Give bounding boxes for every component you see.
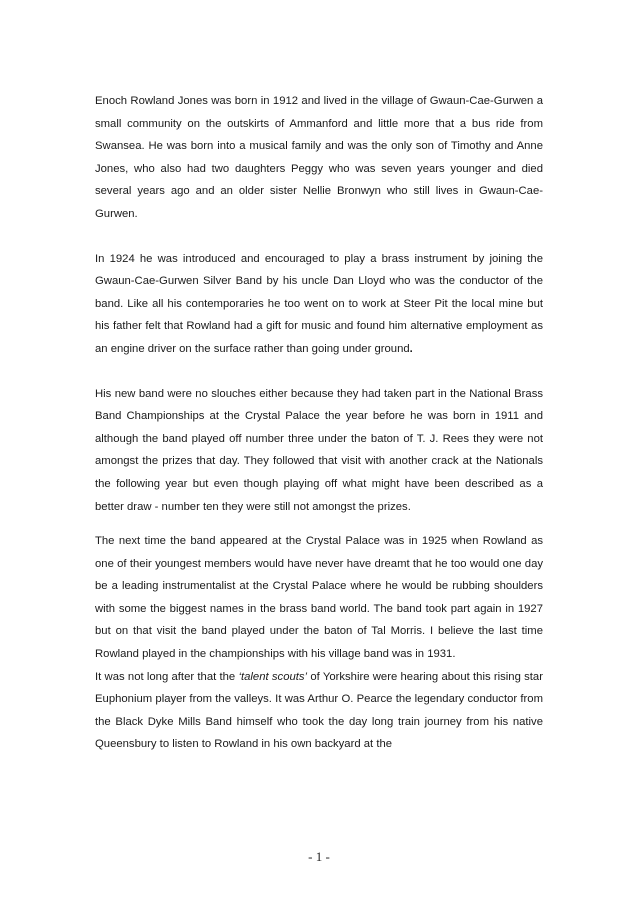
paragraph-early-life: Enoch Rowland Jones was born in 1912 and lived in the village of Gwaun-Cae-Gurwen a small community on the outskirts of Ammanford and little more that a bus ride from Swansea. He was born into a musical family and was the only son of Timothy and Anne Jones, who also had two daughters Peggy who was seven years younger and died several years ago and an older sister Nellie Bronwyn who still lives in Gwaun-Cae-Gurwen. (95, 95, 543, 220)
page-number: - 1 - (308, 849, 330, 864)
paragraph-bold-period: . (409, 342, 413, 355)
paragraph-band-beginnings (95, 248, 543, 361)
paragraph-spacer (95, 226, 543, 248)
paragraph-spacer (95, 518, 543, 530)
paragraph-talent-scouts (95, 666, 543, 756)
paragraph-talent-scouts-before: It was not long after that the (95, 670, 239, 683)
talent-scouts-quote: ‘talent scouts’ (238, 670, 308, 683)
document-body (95, 90, 543, 756)
paragraph-spacer (95, 361, 543, 383)
paragraph-crystal-palace-1911: His new band were no slouches either because they had taken part in the National Brass Band Championships at the Crystal Palace the year before he was born in 1911 and although the band played off number three under the baton of T. J. Rees they were not amongst the prizes that day. They followed that visit with another crack at the Nationals the following year but even though playing off what might have been described as a better draw - number ten they were still not amongst the prizes. (95, 387, 543, 513)
paragraph-band-beginnings-text: In 1924 he was introduced and encouraged to play a brass instrument by joining the Gwaun-Cae-Gurwen Silver Band by his uncle Dan Lloyd who was the conductor of the band. Like all his contemporaries he too went on to work at Steer Pit the local mine but his father felt that Rowland had a gift for music and found him alternative employment as an engine driver on the surface rather than going under ground (95, 252, 543, 355)
paragraph-talent-scouts-after: of Yorkshire were hearing about this rising star Euphonium player from the valleys. It was Arthur O. Pearce the legendary conductor from the Black Dyke Mills Band himself who took the day long train journey from his native Queensbury to listen to Rowland in his own backyard at the (95, 670, 543, 751)
paragraph-crystal-palace-1925: The next time the band appeared at the Crystal Palace was in 1925 when Rowland as one of their youngest members would have never have dreamt that he too would one day be a leading instrumentalist at the Crystal Palace where he would be rubbing shoulders with some the biggest names in the brass band world. The band took part again in 1927 but on that visit the band played under the baton of Tal Morris. I believe the last time Rowland played in the championships with his village band was in 1931. (95, 535, 543, 661)
